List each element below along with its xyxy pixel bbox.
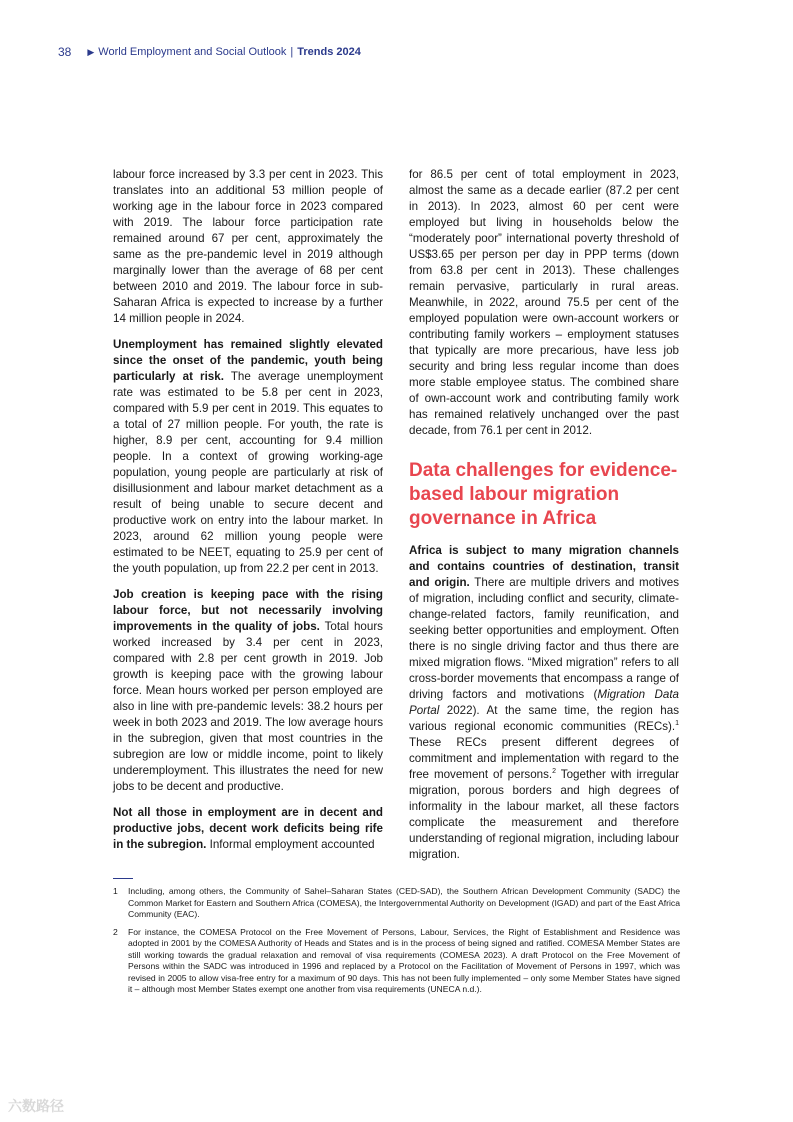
footnote-ref[interactable]: 2 xyxy=(552,768,557,776)
paragraph: Job creation is keeping pace with the rising labour force, but not necessarily involving improvements in the quality of jobs. Total hours worked increased by 3.4 per cent in 2023, compared with 2.8 per cent growth in 2019. Job growth is keeping pace with the growing labour force. Mean hours worked per person employed are also in line with pre-pandemic levels: 38.2 hours per week in both 2023 and 2019. The low average hours in the subregion, given that most countries in the subregion are low or middle income, point to likely underemployment. This illustrates the need for new jobs to be decent and productive. xyxy=(113,588,383,793)
paragraph: Unemployment has remained slightly elevated since the onset of the pandemic, youth being particularly at risk. The average unemployment rate was estimated to be 5.8 per cent in 2023, compared with 5.9 per cent in 2019. This equates to a total of 27 million people. For youth, the rate is higher, 8.9 per cent, accounting for 9.4 million people. In a context of growing working-age population, young people are particularly at risk of disillusionment and labour market detachment as a result of being unable to secure decent and productive work on entry into the labour market. In 2023, around 62 million young people were estimated to be NEET, equating to 25.9 per cent of the youth population, up from 22.2 per cent in 2013. xyxy=(113,338,384,575)
lead-sentence: Not all those in employment are in decent and productive jobs, decent work deficits being rife in the subregion. xyxy=(113,806,383,851)
paragraph: Not all those in employment are in decent and productive jobs, decent work deficits being rife in the subregion. Informal employment accounted xyxy=(113,806,383,851)
citation-title: Migration Data Portal xyxy=(409,688,679,717)
footnote-number: 2 xyxy=(113,926,118,937)
footnote-ref[interactable]: 1 xyxy=(675,720,679,728)
lead-sentence: Job creation is keeping pace with the rising labour force, but not necessarily involving improvements in the quality of jobs. xyxy=(113,588,383,633)
section-heading: Data challenges for evidence-based labour migration governance in Africa xyxy=(409,460,678,529)
paragraph: labour force increased by 3.3 per cent in 2023. This translates into an additional 53 million people of working age in the labour force in 2023 compared with 2019. The labour force participation rate remained around 67 per cent, approximately the same as the pre-pandemic level in 2019 although marginally lower than the average of 68 per cent between 2010 and 2019. The labour force in sub-Saharan Africa is expected to increase by a further 14 million people in 2024. xyxy=(113,168,383,325)
paragraph: for 86.5 per cent of total employment in 2023, almost the same as a decade earlier (87.2 per cent in 2013). In 2023, almost 60 per cent were employed but living in households below the “moderately poor” international poverty threshold of US$3.65 per person per day in PPP terms (down from 63.8 per cent in 2013). These challenges remain pervasive, particularly in rural areas. Meanwhile, in 2022, around 75.5 per cent of the employed population were own-account workers or contributing family workers – employment statuses that typically are more precarious, have less job security and bring less regular income than does more stable employee status. The combined share of own-account work and contributing family work has remained relatively unchanged over the past decade, from 76.1 per cent in 2012. xyxy=(409,168,679,437)
footnote-text: Including, among others, the Community of Sahel–Saharan States (CED-SAD), the Southern African Development Community (SADC) the Common Market for Eastern and Southern Africa (COMESA), the Intergovernmental Authority on Development (IGAD) and part of the East Africa Community (EAC). xyxy=(128,886,680,919)
lead-sentence: Africa is subject to many migration channels and contains countries of destination, transit and origin. xyxy=(409,544,679,589)
watermark: 六数路径 xyxy=(8,1098,64,1114)
footnote-text: For instance, the COMESA Protocol on the Free Movement of Persons, Labour, Services, the Right of Establishment and Residence was adopted in 2001 by the COMESA Authority of Heads and States and is in the process of being signed and ratified. COMESA Member States are still working towards the gradual relaxation and removal of visa requirements (COMESA 2023). A draft Protocol on the Free Movement of Persons within the SADC was introduced in 1996 and replaced by a Protocol on the Facilitation of Movement of Persons in 1997, which was revised in 2005 to allow visa-free entry for a maximum of 90 days. This has not been fully implemented – only some Member States have signed it – although most Member States exempt one another from visa requirements (UNECA n.d.). xyxy=(128,926,680,994)
lead-sentence: Unemployment has remained slightly elevated since the onset of the pandemic, youth being particularly at risk. xyxy=(113,338,383,383)
publication-title: World Employment and Social Outlook xyxy=(98,46,287,58)
header-separator: | xyxy=(290,46,294,58)
footnote-divider xyxy=(113,878,133,879)
left-column xyxy=(113,167,383,863)
triangle-right-icon: ▶ xyxy=(87,46,95,57)
footnote-number: 1 xyxy=(113,886,118,896)
paragraph: Africa is subject to many migration channels and contains countries of destination, transit and origin. There are multiple drivers and motives of migration, including conflict and security, climate-change-related factors, family reunification, and seeking better opportunities and employment. Often there is no single driving factor and thus there are mixed migration flows. “Mixed migration” refers to all cross-border movements that encompass a range of driving factors and motivations (Migration Data Portal 2022). At the same time, the region has various regional economic communities (RECs).$^1$ These RECs present different degrees of commitment and implementation with regard to the free movement of persons.$^2$ Together with irregular migration, porous borders and high degrees of informality in the labour market, all these factors complicate the measurement and therefore understanding of regional migration, including labour migration. xyxy=(409,544,679,861)
right-column xyxy=(409,167,679,873)
running-header xyxy=(58,45,361,59)
edition-title: Trends 2024 xyxy=(297,46,361,58)
footnote xyxy=(113,886,680,921)
footnotes xyxy=(113,886,680,1002)
page-number: 38 xyxy=(58,45,72,59)
footnote xyxy=(113,927,680,996)
